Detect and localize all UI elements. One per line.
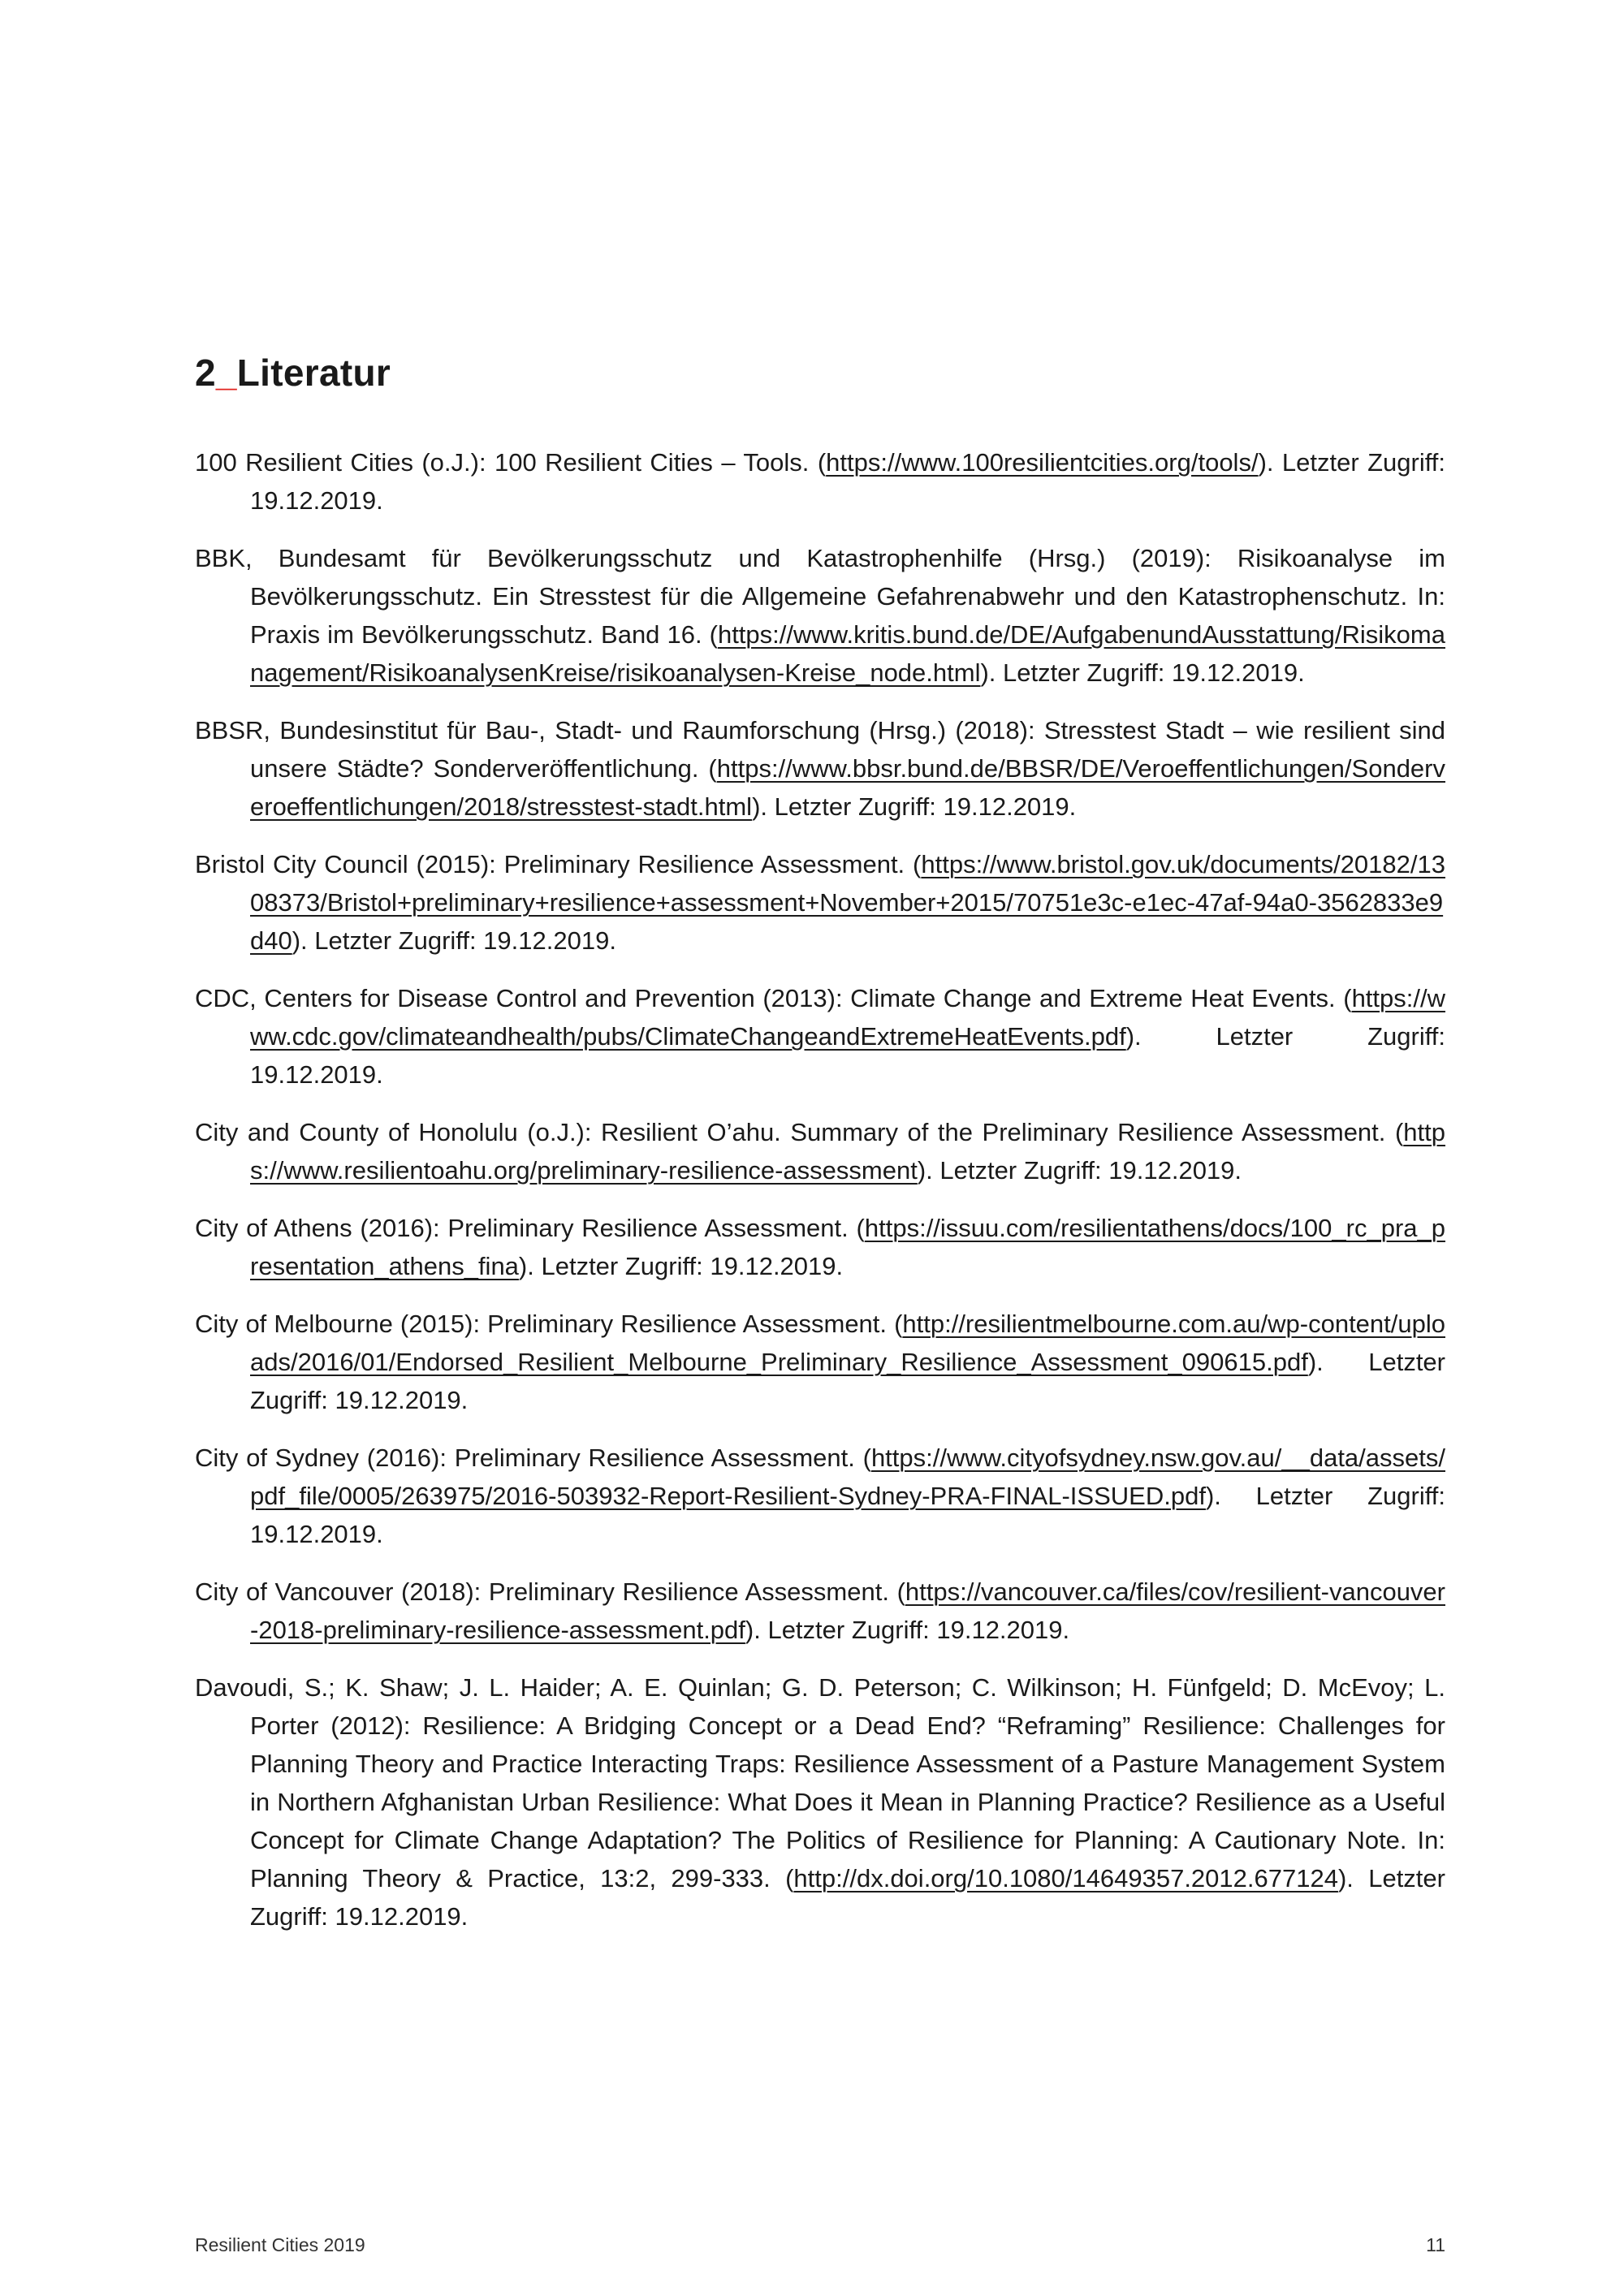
reference-access-note: ). Letzter Zugriff: 19.12.2019. xyxy=(292,926,616,955)
reference-item xyxy=(195,1439,1445,1553)
reference-access-note: ). Letzter Zugriff: 19.12.2019. xyxy=(250,1482,1445,1548)
reference-link[interactable]: http://resilientmelbourne.com.au/wp-content/uploads/2016/01/Endorsed_Resilient_Melbourne_Preliminary_Resilience_Assessment_090615.pdf xyxy=(250,1310,1445,1376)
section-title: Literatur xyxy=(236,352,391,394)
reference-item xyxy=(195,1305,1445,1419)
reference-link[interactable]: https://www.bristol.gov.uk/documents/20182/1308373/Bristol+preliminary+resilience+assessment+November+2015/70751e3c-e1ec-47af-94a0-3562833e9d40 xyxy=(250,850,1445,955)
reference-text: Bristol City Council (2015): Preliminary Resilience Assessment. ( xyxy=(195,850,922,878)
reference-text: CDC, Centers for Disease Control and Prevention (2013): Climate Change and Extreme Heat Events. ( xyxy=(195,984,1352,1012)
reference-access-note: ). Letzter Zugriff: 19.12.2019. xyxy=(752,792,1077,821)
reference-text: City of Sydney (2016): Preliminary Resilience Assessment. ( xyxy=(195,1444,871,1472)
reference-text: City of Athens (2016): Preliminary Resilience Assessment. ( xyxy=(195,1214,865,1242)
reference-link[interactable]: https://www.kritis.bund.de/DE/AufgabenundAusstattung/Risikomanagement/RisikoanalysenKreise/risikoanalysen-Kreise_node.html xyxy=(250,620,1445,687)
reference-item xyxy=(195,979,1445,1094)
reference-item xyxy=(195,1668,1445,1936)
reference-text: City of Melbourne (2015): Preliminary Resilience Assessment. ( xyxy=(195,1310,903,1338)
section-separator: _ xyxy=(215,352,237,394)
reference-access-note: ). Letzter Zugriff: 19.12.2019. xyxy=(745,1616,1070,1644)
reference-list xyxy=(195,443,1445,1955)
reference-access-note: ). Letzter Zugriff: 19.12.2019. xyxy=(250,1022,1445,1089)
reference-text: Davoudi, S.; K. Shaw; J. L. Haider; A. E. Quinlan; G. D. Peterson; C. Wilkinson; H. Fünfgeld; D. McEvoy; L. Porter (2012): Resilience: A Bridging Concept or a Dead End? “Reframing” Resilience: Challenges for Planning Theory and Practice Interacting Traps: Resilience Assessment of a Pasture Management System in Northern Afghanistan Urban Resilience: What Does it Mean in Planning Practice? Resilience as a Useful Concept for Climate Change Adaptation? The Politics of Resilience for Planning: A Cautionary Note. In: Planning Theory & Practice, 13:2, 299-333. ( xyxy=(195,1673,1445,1892)
reference-link[interactable]: https://www.100resilientcities.org/tools/ xyxy=(826,448,1259,477)
reference-link[interactable]: https://www.cdc.gov/climateandhealth/pubs/ClimateChangeandExtremeHeatEvents.pdf xyxy=(250,984,1445,1051)
reference-item xyxy=(195,443,1445,520)
reference-item xyxy=(195,1573,1445,1649)
section-heading xyxy=(195,351,391,395)
reference-link[interactable]: https://vancouver.ca/files/cov/resilient-vancouver-2018-preliminary-resilience-assessment.pdf xyxy=(250,1577,1445,1644)
reference-access-note: ). Letzter Zugriff: 19.12.2019. xyxy=(250,448,1445,515)
reference-text: BBSR, Bundesinstitut für Bau-, Stadt- und Raumforschung (Hrsg.) (2018): Stresstest Stadt – wie resilient sind unsere Städte? Sonderveröffentlichung. ( xyxy=(195,716,1445,783)
reference-access-note: ). Letzter Zugriff: 19.12.2019. xyxy=(917,1156,1242,1185)
reference-text: City of Vancouver (2018): Preliminary Resilience Assessment. ( xyxy=(195,1577,905,1606)
reference-item xyxy=(195,711,1445,826)
reference-item xyxy=(195,845,1445,960)
reference-text: City and County of Honolulu (o.J.): Resilient O’ahu. Summary of the Preliminary Resilience Assessment. ( xyxy=(195,1118,1404,1146)
footer-title: Resilient Cities 2019 xyxy=(195,2234,365,2255)
reference-access-note: ). Letzter Zugriff: 19.12.2019. xyxy=(250,1348,1445,1414)
reference-link[interactable]: http://dx.doi.org/10.1080/14649357.2012.677124 xyxy=(793,1864,1338,1892)
reference-item xyxy=(195,539,1445,692)
reference-item xyxy=(195,1113,1445,1189)
page-number: 11 xyxy=(1426,2234,1445,2255)
reference-access-note: ). Letzter Zugriff: 19.12.2019. xyxy=(980,658,1305,687)
reference-text: 100 Resilient Cities (o.J.): 100 Resilient Cities – Tools. ( xyxy=(195,448,827,477)
reference-link[interactable]: https://www.cityofsydney.nsw.gov.au/__data/assets/pdf_file/0005/263975/2016-503932-Report-Resilient-Sydney-PRA-FINAL-ISSUED.pdf xyxy=(250,1444,1445,1510)
reference-text: BBK, Bundesamt für Bevölkerungsschutz und Katastrophenhilfe (Hrsg.) (2019): Risikoanalyse im Bevölkerungsschutz. Ein Stresstest für die Allgemeine Gefahrenabwehr und den Katastrophenschutz. In: Praxis im Bevölkerungsschutz. Band 16. ( xyxy=(195,544,1445,649)
reference-item xyxy=(195,1209,1445,1285)
reference-access-note: ). Letzter Zugriff: 19.12.2019. xyxy=(250,1864,1445,1931)
section-number: 2 xyxy=(195,352,216,394)
reference-access-note: ). Letzter Zugriff: 19.12.2019. xyxy=(518,1252,844,1280)
reference-link[interactable]: https://www.bbsr.bund.de/BBSR/DE/Veroeffentlichungen/Sonderveroeffentlichungen/2018/stresstest-stadt.html xyxy=(250,754,1445,821)
reference-link[interactable]: https://www.resilientoahu.org/preliminary-resilience-assessment xyxy=(250,1118,1445,1185)
reference-link[interactable]: https://issuu.com/resilientathens/docs/100_rc_pra_presentation_athens_fina xyxy=(250,1214,1445,1280)
